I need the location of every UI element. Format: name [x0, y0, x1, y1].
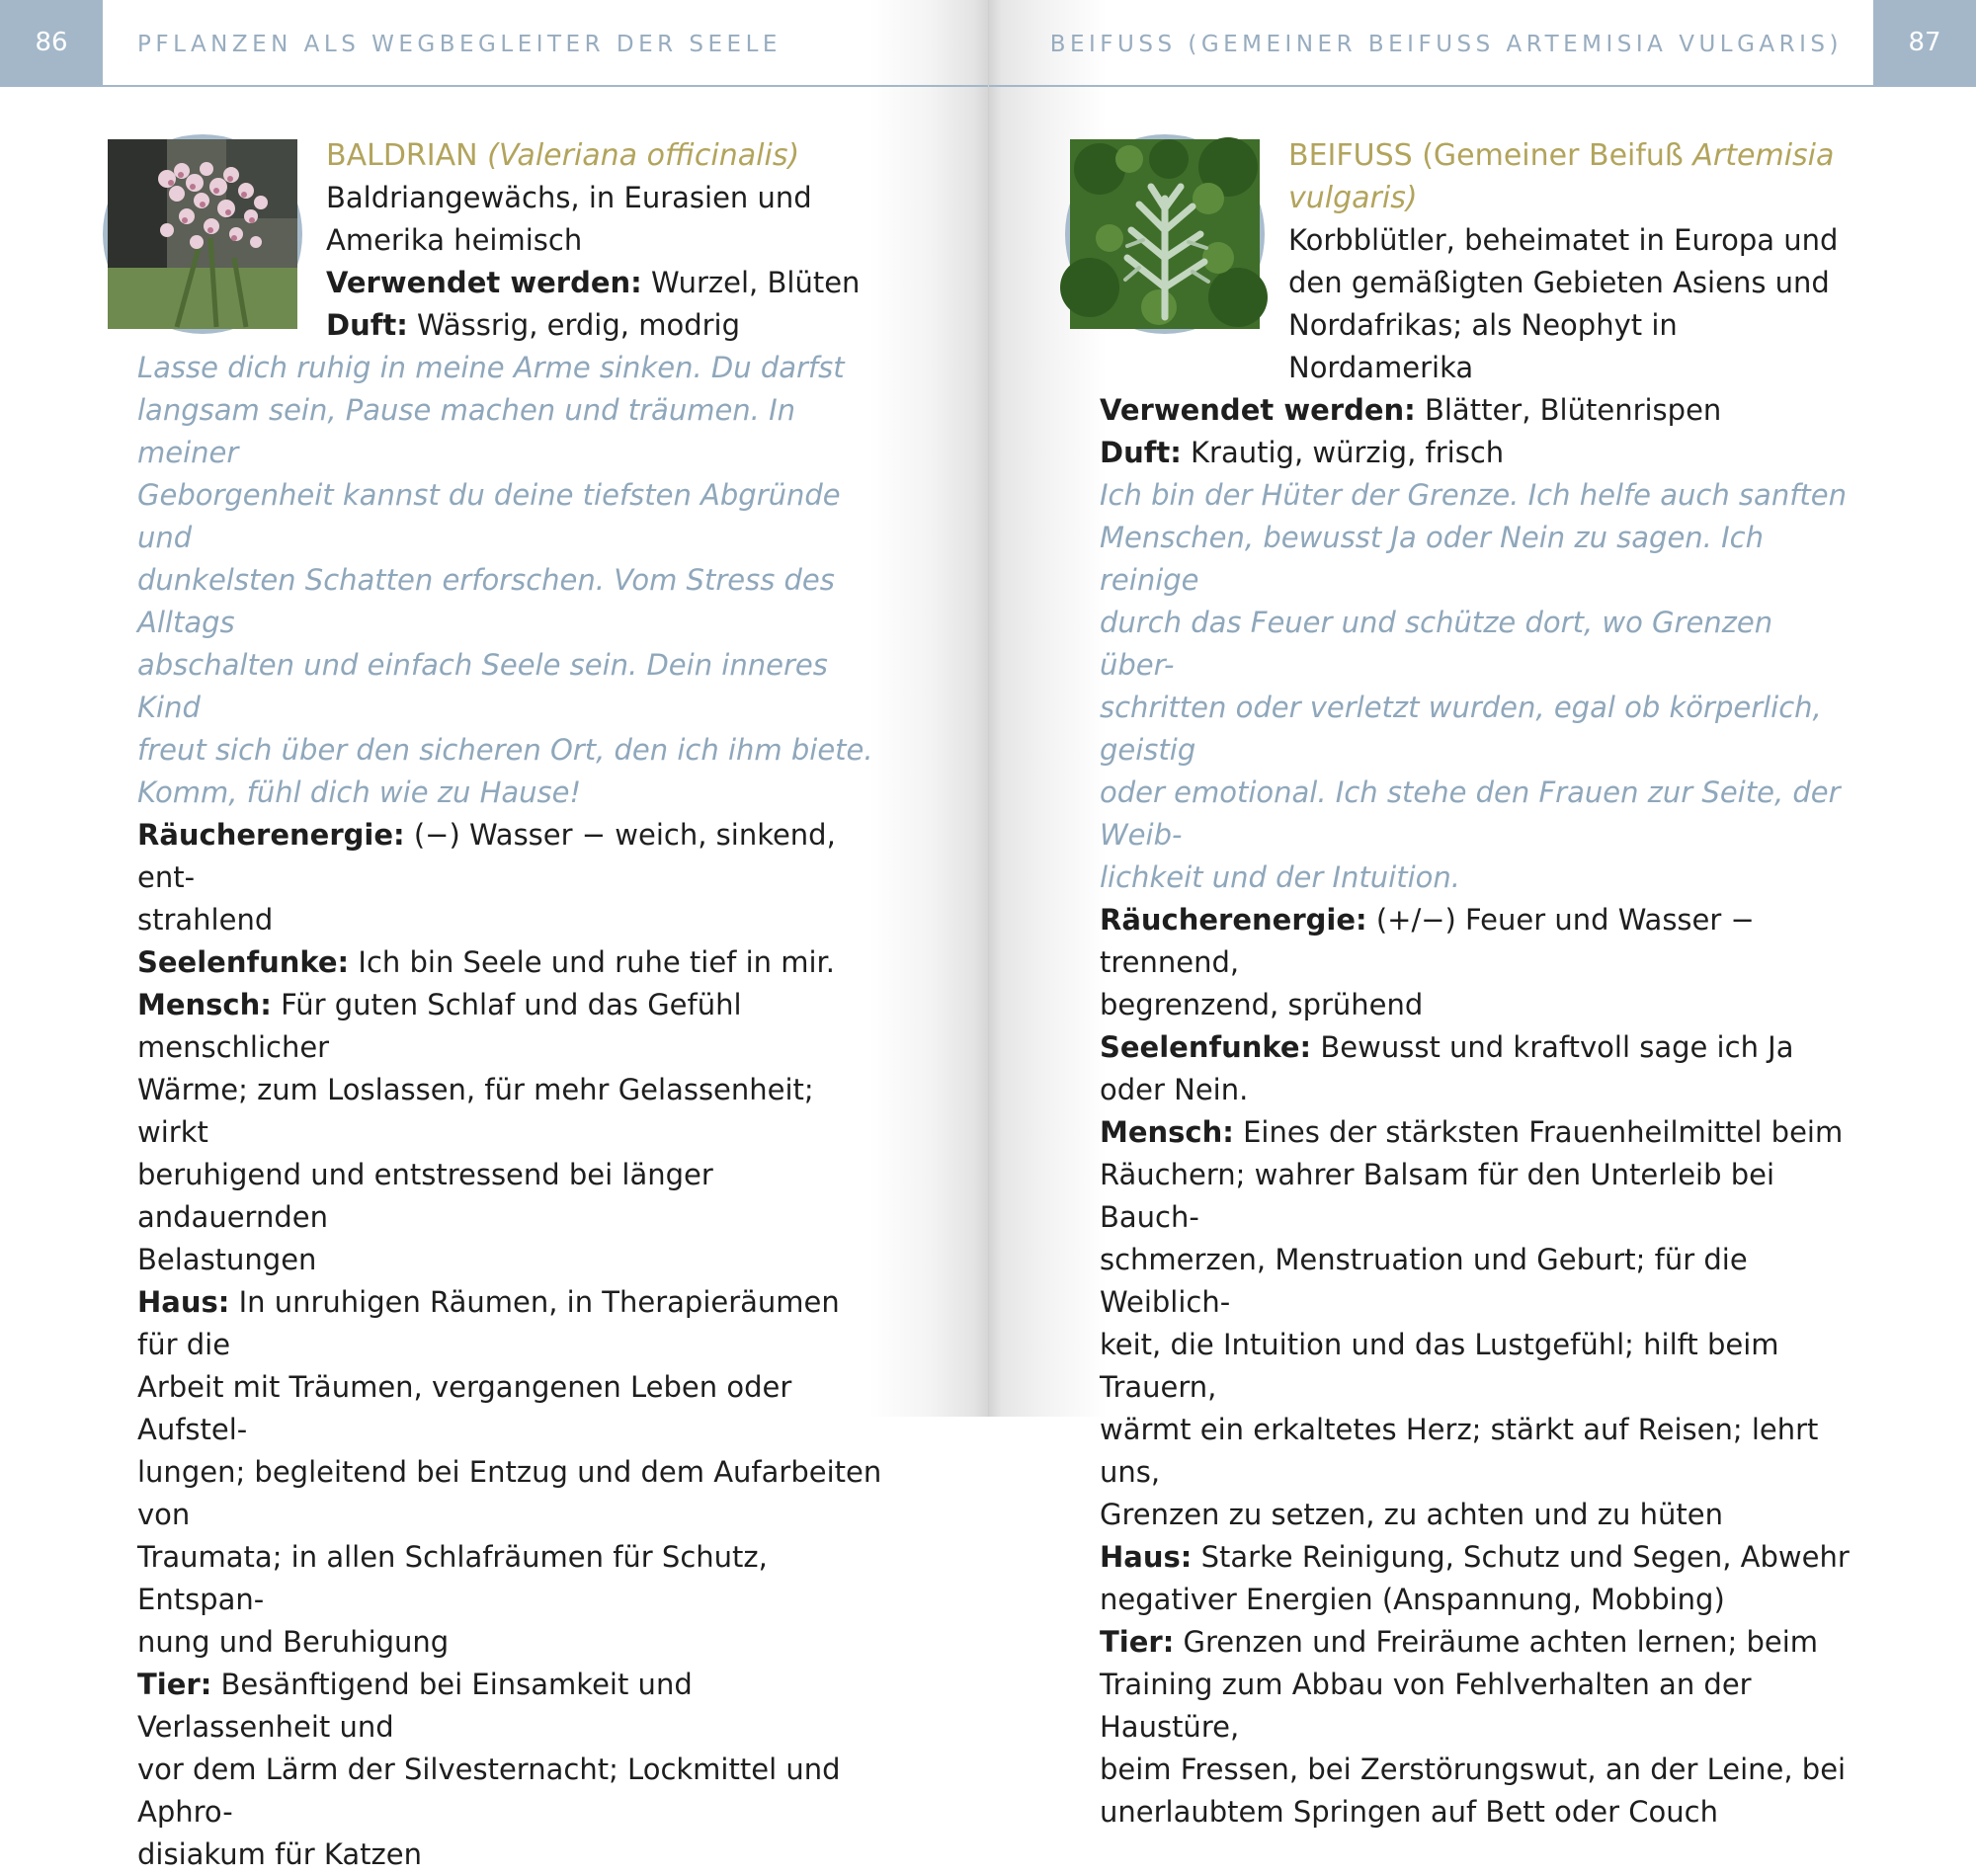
- human: Mensch: Für guten Schlaf und das Gefühl menschlicher: [137, 988, 742, 1064]
- animal-cont: unerlaubtem Springen auf Bett oder Couch: [1100, 1795, 1718, 1829]
- baldrian-entry: [137, 134, 888, 1876]
- human-cont: Räuchern; wahrer Balsam für den Unterleib bei Bauch-: [1100, 1158, 1775, 1234]
- soul-spark: Seelenfunke: Bewusst und kraftvoll sage ich Ja oder Nein.: [1100, 1030, 1794, 1106]
- page-number-right: 87: [1873, 0, 1976, 85]
- intro-line: Baldriangewächs, in Eurasien und: [326, 181, 812, 214]
- human-cont: wärmt ein erkaltetes Herz; stärkt auf Reisen; lehrt uns,: [1100, 1413, 1819, 1489]
- beifuss-entry: [1100, 134, 1851, 1834]
- human-cont: Belastungen: [137, 1243, 317, 1276]
- human: Mensch: Eines der stärksten Frauenheilmittel beim: [1100, 1115, 1844, 1149]
- used-parts: Verwendet werden: Wurzel, Blüten: [326, 266, 861, 299]
- energy-cont: strahlend: [137, 903, 274, 937]
- animal-cont: vor dem Lärm der Silvesternacht; Lockmittel und Aphro-: [137, 1753, 841, 1829]
- scent: Duft: Wässrig, erdig, modrig: [326, 308, 741, 342]
- latin-name: (Valeriana officinalis): [487, 138, 800, 173]
- baldrian-heading-block: [137, 134, 888, 347]
- right-page-header: [988, 0, 1976, 87]
- intro-line: den gemäßigten Gebieten Asiens und: [1288, 266, 1830, 299]
- house-cont: Traumata; in allen Schlafräumen für Schutz, Entspan-: [137, 1540, 768, 1616]
- house-cont: lungen; begleitend bei Entzug und dem Aufarbeiten von: [137, 1455, 882, 1531]
- intro-line: Korbblütler, beheimatet in Europa und: [1288, 223, 1839, 257]
- entry-title: BALDRIAN (Valeriana officinalis): [326, 138, 800, 173]
- latin-name: Artemisia: [1692, 138, 1835, 173]
- house: Haus: In unruhigen Räumen, in Therapieräumen für die: [137, 1285, 840, 1361]
- human-cont: Wärme; zum Loslassen, für mehr Gelassenheit; wirkt: [137, 1073, 814, 1149]
- running-head-right: BEIFUSS (GEMEINER BEIFUSS ARTEMISIA VULGARIS): [1049, 32, 1843, 57]
- entry-title-cont: [1288, 177, 1851, 219]
- animal: Tier: Besänftigend bei Einsamkeit und Verlassenheit und: [137, 1668, 693, 1744]
- used-parts: Verwendet werden: Blätter, Blütenrispen: [1100, 393, 1722, 427]
- animal-cont: Training zum Abbau von Fehlverhalten an der Haustüre,: [1100, 1668, 1752, 1744]
- left-page-header: [0, 0, 988, 87]
- animal-cont: beim Fressen, bei Zerstörungswut, an der Leine, bei: [1100, 1753, 1847, 1786]
- human-cont: beruhigend und entstressend bei länger andauernden: [137, 1158, 713, 1234]
- scent: Duft: Krautig, würzig, frisch: [1100, 436, 1505, 469]
- house-cont: Arbeit mit Träumen, vergangenen Leben oder Aufstel-: [137, 1370, 792, 1446]
- page-number-left: 86: [0, 0, 103, 85]
- animal-cont: disiakum für Katzen: [137, 1837, 422, 1871]
- intro-line: Nordafrikas; als Neophyt in Nordamerika: [1288, 308, 1678, 384]
- house: Haus: Starke Reinigung, Schutz und Segen, Abwehr: [1100, 1540, 1850, 1574]
- entry-title: BEIFUSS (Gemeiner Beifuß Artemisia: [1288, 138, 1835, 173]
- human-cont: keit, die Intuition und das Lustgefühl; hilft beim Trauern,: [1100, 1328, 1779, 1404]
- beifuss-quote: Ich bin der Hüter der Grenze. Ich helfe auch sanften Menschen, bewusst Ja oder Nein zu sagen. Ich reinige durch das Feuer und schütze dort, wo Grenzen über- schritten oder verletzt wurden, egal ob körperlich, geistig oder emotional. Ich stehe den Frauen zur Seite, der Weib- lichkeit und der Intuition.: [1100, 478, 1847, 894]
- human-cont: Grenzen zu setzen, zu achten und zu hüten: [1100, 1498, 1723, 1531]
- house-cont: negativer Energien (Anspannung, Mobbing): [1100, 1583, 1725, 1616]
- baldrian-quote: Lasse dich ruhig in meine Arme sinken. Du darfst langsam sein, Pause machen und träumen. In meiner Geborgenheit kannst du deine tiefsten Abgründe und dunkelsten Schatten erforschen. Vom Stress des Alltags abschalten und einfach Seele sein. Dein inneres Kind freut sich über den sicheren Ort, den ich ihm biete. Komm, fühl dich wie zu Hause!: [137, 351, 873, 809]
- book-gutter: [988, 0, 989, 1417]
- latin-name: vulgaris): [1288, 181, 1418, 215]
- human-cont: schmerzen, Menstruation und Geburt; für die Weiblich-: [1100, 1243, 1748, 1319]
- soul-spark: Seelenfunke: Ich bin Seele und ruhe tief in mir.: [137, 945, 836, 979]
- energy: Räucherenergie: (+/−) Feuer und Wasser − trennend,: [1100, 903, 1755, 979]
- house-cont: nung und Beruhigung: [137, 1625, 450, 1659]
- right-page: [988, 0, 1976, 1829]
- animal: Tier: Grenzen und Freiräume achten lernen; beim: [1100, 1625, 1819, 1659]
- energy: Räucherenergie: (−) Wasser − weich, sinkend, ent-: [137, 818, 836, 894]
- intro-line: Amerika heimisch: [326, 223, 583, 257]
- beifuss-heading-block: [1100, 134, 1851, 389]
- left-page: [0, 0, 988, 1871]
- running-head-left: PFLANZEN ALS WEGBEGLEITER DER SEELE: [137, 32, 782, 57]
- energy-cont: begrenzend, sprühend: [1100, 988, 1424, 1021]
